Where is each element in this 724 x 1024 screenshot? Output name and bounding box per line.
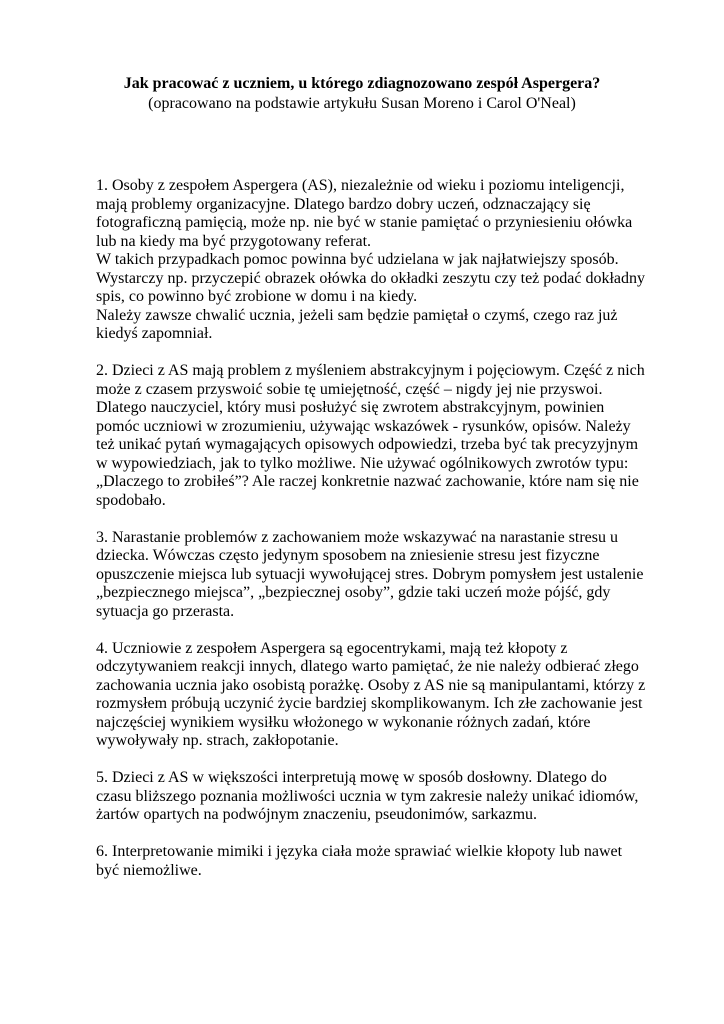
text-line: „Dlaczego to zrobiłeś”? Ale raczej konkretnie nazwać zachowanie, które nam się nie (96, 473, 639, 490)
text-line: dziecka. Wówczas często jedynym sposobem na zniesienie stresu jest fizyczne (96, 547, 600, 564)
text-line: czasu bliższego poznania możliwości ucznia w tym zakresie należy unikać idiomów, (96, 787, 639, 805)
paragraph-4 (96, 640, 666, 751)
text-line: spodobało. (96, 491, 166, 509)
text-line: Wystarczy np. przyczepić obrazek ołówka do okładki zeszytu czy też podać dokładny (96, 269, 646, 287)
text-line: być niemożliwe. (96, 861, 202, 879)
document-title: Jak pracować z uczniem, u którego zdiagnozowano zespół Aspergera? (123, 75, 601, 92)
text-line: „bezpiecznego miejsca”, „bezpiecznej osoby”, gdzie taki uczeń może pójść, gdy (96, 584, 611, 601)
text-line: rozmysłem próbują uczynić życie bardziej skomplikowanym. Ich złe zachowanie jest (96, 695, 643, 712)
text-line: 3. Narastanie problemów z zachowaniem może wskazywać na narastanie stresu u (96, 528, 619, 546)
text-line: 4. Uczniowie z zespołem Aspergera są egocentrykami, mają też kłopoty z (96, 639, 568, 657)
text-line: w wypowiedziach, jak to tylko możliwe. Nie używać ogólnikowych zwrotów typu: (96, 454, 629, 472)
paragraph-6 (96, 843, 666, 880)
text-line: spis, co powinno być zrobione w domu i na kiedy. (96, 288, 418, 305)
document-title-block (0, 74, 724, 114)
text-line: odczytywaniem reakcji innych, dlatego warto pamiętać, że nie należy odbierać złego (96, 658, 639, 675)
text-line: mają problemy organizacyjne. Dlatego bardzo dobry uczeń, odznaczający się (96, 195, 591, 213)
text-line: żartów opartych na podwójnym znaczeniu, pseudonimów, sarkazmu. (96, 806, 538, 823)
text-line: lub na kiedy ma być przygotowany referat. (96, 232, 372, 250)
text-line: 2. Dzieci z AS mają problem z myśleniem abstrakcyjnym i pojęciowym. Część z nich (96, 362, 645, 379)
text-line: opuszczenie miejsca lub sytuacji wywołującej stres. Dobrym pomysłem jest ustalenie (96, 565, 644, 583)
paragraph-1 (96, 177, 666, 344)
text-line: zachowania ucznia jako osobistą porażkę. Osoby z AS nie są manipulantami, którzy z (96, 676, 646, 694)
text-line: pomóc uczniowi w zrozumieniu, używając wskazówek - rysunków, opisów. Należy (96, 417, 631, 435)
paragraph-2 (96, 362, 666, 510)
text-line: sytuacja go przerasta. (96, 602, 235, 620)
text-line: fotograficzną pamięcią, może np. nie być w stanie pamiętać o przyniesieniu ołówka (96, 214, 633, 231)
paragraph-3 (96, 529, 666, 622)
text-line: wywoływały np. strach, zakłopotanie. (96, 732, 339, 749)
text-line: 1. Osoby z zespołem Aspergera (AS), niezależnie od wieku i poziomu inteligencji, (96, 177, 625, 194)
text-line: 6. Interpretowanie mimiki i języka ciała może sprawiać wielkie kłopoty lub nawet (96, 843, 623, 860)
text-line: może z czasem przyswoić sobie tę umiejętność, część – nigdy jej nie przyswoi. (96, 380, 603, 398)
document-subtitle: (opracowano na podstawie artykułu Susan Moreno i Carol O'Neal) (148, 95, 576, 112)
text-line: kiedyś zapomniał. (96, 325, 213, 342)
document-body (96, 177, 666, 899)
text-line: Dlatego nauczyciel, który musi posłużyć się zwrotem abstrakcyjnym, powinien (96, 399, 605, 416)
text-line: też unikać pytań wymagających opisowych odpowiedzi, trzeba być tak precyzyjnym (96, 436, 639, 453)
text-line: najczęściej wynikiem wysiłku włożonego w wykonanie różnych zadań, które (96, 713, 591, 731)
text-line: W takich przypadkach pomoc powinna być udzielana w jak najłatwiejszy sposób. (96, 251, 619, 268)
text-line: 5. Dzieci z AS w większości interpretują mowę w sposób dosłowny. Dlatego do (96, 769, 607, 786)
paragraph-5 (96, 769, 666, 825)
text-line: Należy zawsze chwalić ucznia, jeżeli sam będzie pamiętał o czymś, czego raz już (96, 306, 618, 324)
